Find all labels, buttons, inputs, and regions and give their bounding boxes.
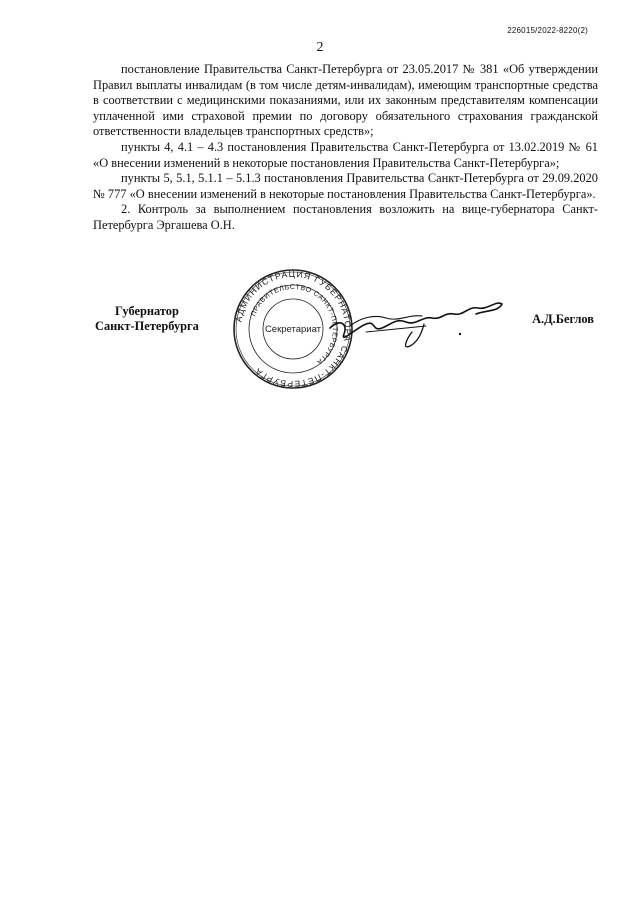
- handwritten-signature-icon: [326, 288, 506, 354]
- document-body: [93, 62, 598, 234]
- page-number: 2: [316, 40, 324, 55]
- stamp-inner-text: ПРАВИТЕЛЬСТВО САНКТ-ПЕТЕРБУРГА: [250, 283, 339, 366]
- signature-block: [0, 268, 640, 392]
- paragraph-1: постановление Правительства Санкт-Петербурга от 23.05.2017 № 381 «Об утверждении Правил выплаты инвалидам (в том числе детям-инвалидам), имеющим транспортные средства в соответствии с медицинскими показаниями, или их законным представителям компенсации уплаченной ими страховой премии по договору обязательного страхования гражданской ответственности владельцев транспортных средств»;: [93, 62, 598, 139]
- stamp-center-text: Секретариат: [264, 324, 322, 335]
- stamp-outer-text: АДМИНИСТРАЦИЯ ГУБЕРНАТОРА САНКТ-ПЕТЕРБУРГА: [233, 268, 354, 390]
- signer-title-line1: Губернатор: [115, 304, 179, 318]
- paragraph-3: пункты 5, 5.1, 5.1.1 – 5.1.3 постановления Правительства Санкт-Петербурга от 29.09.2020 № 777 «О внесении изменений в некоторые постановления Правительства Санкт-Петербурга».: [93, 171, 598, 201]
- paragraph-4: 2. Контроль за выполнением постановления возложить на вице-губернатора Санкт-Петербурга Эргашева О.Н.: [93, 202, 598, 232]
- signer-name: А.Д.Беглов: [532, 312, 594, 326]
- paragraph-2: пункты 4, 4.1 – 4.3 постановления Правительства Санкт-Петербурга от 13.02.2019 № 61 «О внесении изменений в некоторые постановления Правительства Санкт-Петербурга»;: [93, 139, 598, 170]
- signer-title: [95, 304, 199, 334]
- document-number: 226015/2022-8220(2): [507, 26, 588, 35]
- signer-title-line2: Санкт-Петербурга: [95, 319, 199, 333]
